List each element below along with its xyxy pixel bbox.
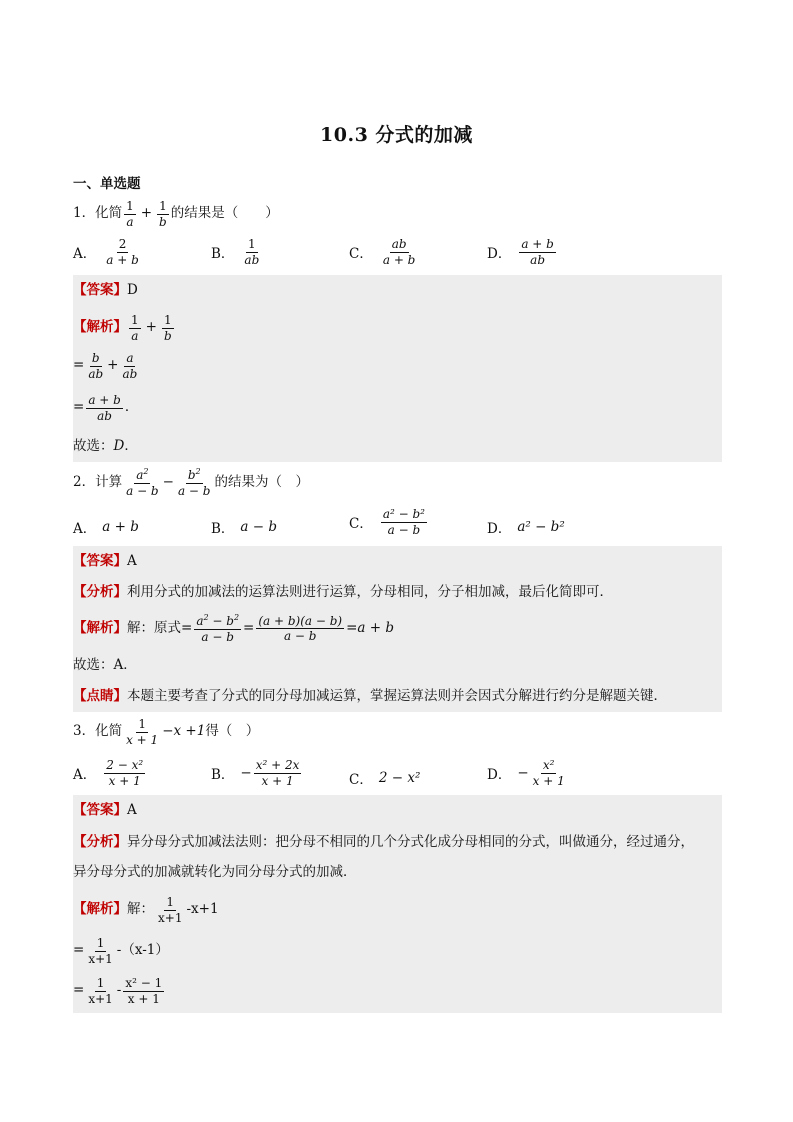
q2-option-d: D． a² − b² bbox=[487, 519, 565, 537]
q3-fenxi-line-2: 异分母分式的加减就转化为同分母分式的加减． bbox=[73, 864, 357, 880]
q1-conclusion: 故选： D ． bbox=[73, 438, 138, 454]
q3-option-d: D． − $\frac{\text{x²}}{x + 1}$ bbox=[487, 758, 565, 788]
section-heading: 一、单选题 bbox=[73, 176, 141, 192]
q3-answer: 【答案】 A bbox=[73, 802, 137, 818]
q2-option-b: B． a − b bbox=[211, 519, 278, 537]
q2-option-a: A． a + b bbox=[73, 519, 139, 537]
q3-fenxi-line-1: 【分析】 异分母分式加减法法则：把分母不相同的几个分式化成分母相同的分式，叫做通分，经过通分， bbox=[73, 834, 694, 850]
q3-analysis: 【解析】 解： $\frac{1}{x+1}$ -x+1 bbox=[73, 895, 219, 925]
q1-step-1: = $\frac{b}{ab}$ + $\frac{a}{ab}$ bbox=[73, 351, 138, 381]
q1-answer: 【答案】 D bbox=[73, 282, 138, 298]
q3-option-c: C． 2 − x² bbox=[349, 770, 421, 788]
q1-step-2: = $\frac{a + b}{ab}$ ． bbox=[73, 393, 139, 423]
question-2: 2．计算 $\frac{a^2}{a - b}$ − $\frac{b^2}{a - b}$ 的结果为（ ） bbox=[73, 467, 309, 498]
q2-analysis: 【解析】 解：原式 = $\frac{a^2 - b^2}{a - b}$ = $\frac{(a + b)(a - b)}{a - b}$ = a + b bbox=[73, 613, 395, 644]
q2-conclusion: 故选：A． bbox=[73, 657, 137, 673]
question-3: 3．化简 $\frac{1}{x + 1}$ −x +1 得（ ） bbox=[73, 717, 260, 747]
q2-option-c: C． $\frac{\text{a² − b²}}{a - b}$ bbox=[349, 507, 425, 537]
q3-step-1: = $\frac{1}{x+1}$ -（x-1） bbox=[73, 936, 169, 966]
q1-option-d: D． $\frac{a + b}{ab}$ bbox=[487, 237, 554, 267]
q1-option-c: C． $\frac{ab}{a + b}$ bbox=[349, 237, 416, 267]
q1-analysis: 【解析】 $\frac{1}{a}$ + $\frac{1}{b}$ bbox=[73, 313, 172, 343]
q1-option-b: B． $\frac{1}{ab}$ bbox=[211, 237, 260, 267]
question-1: 1．化简 $\frac{1}{a}$ + $\frac{1}{b}$ 的结果是（ ） bbox=[73, 199, 279, 229]
page-title: 10.3 分式的加减 bbox=[320, 124, 473, 146]
q1-option-a: A． $\frac{2}{a + b}$ bbox=[73, 237, 139, 267]
q2-dianjing: 【点睛】 本题主要考查了分式的同分母加减运算，掌握运算法则并会因式分解进行约分是解题关键． bbox=[73, 688, 667, 704]
q2-fenxi: 【分析】 利用分式的加减法的运算法则进行运算，分母相同，分子相加减，最后化简即可． bbox=[73, 584, 613, 600]
q3-option-a: A． $\frac{\text{2 − x²}}{x + 1}$ bbox=[73, 758, 144, 788]
q2-answer: 【答案】 A bbox=[73, 553, 137, 569]
q3-option-b: B． − $\frac{\text{x² + 2x}}{x + 1}$ bbox=[211, 758, 300, 788]
q3-step-2: = $\frac{1}{x+1}$ - $\frac{\text{x² − 1}}{x + 1}$ bbox=[73, 976, 163, 1006]
q1-solution-box bbox=[73, 275, 722, 462]
